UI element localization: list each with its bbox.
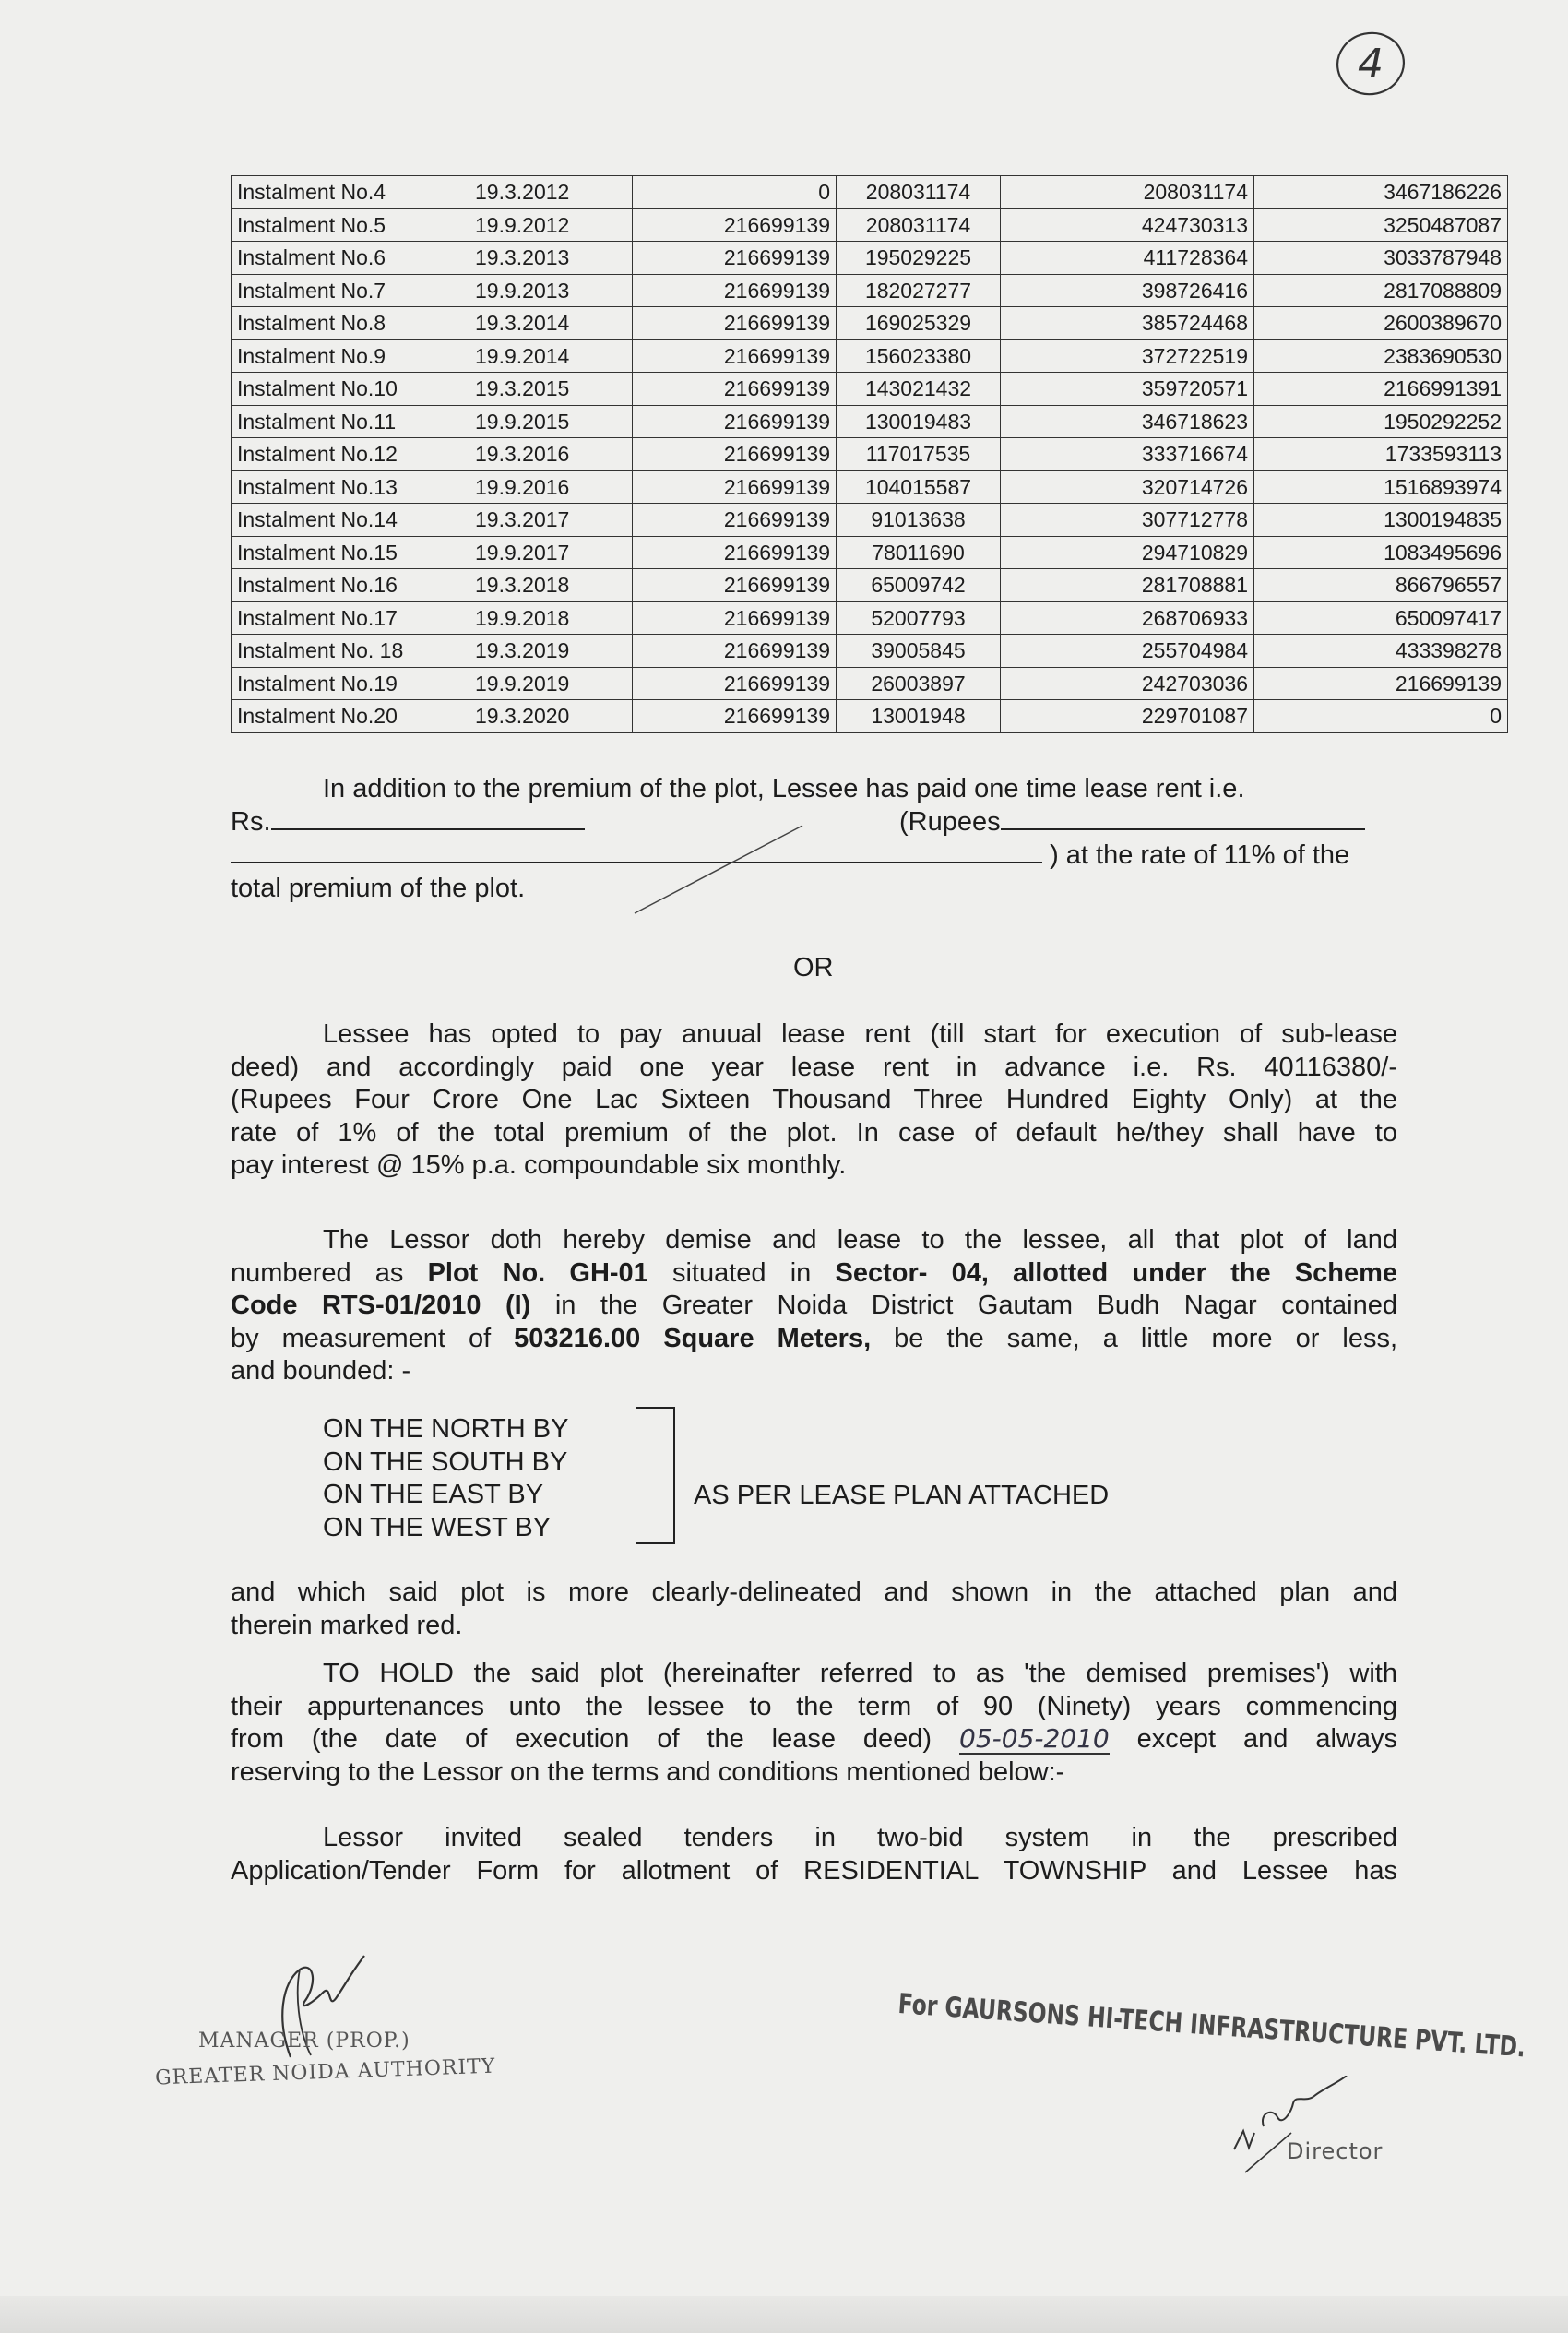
table-cell: 216699139 <box>633 274 837 307</box>
page-number <box>1333 26 1408 101</box>
annual-rent-paragraph <box>231 1018 1397 1183</box>
table-cell: 19.3.2014 <box>469 307 633 340</box>
table-cell: 1083495696 <box>1254 536 1508 569</box>
boundaries-list <box>323 1413 568 1544</box>
table-cell: 2817088809 <box>1254 274 1508 307</box>
north-bound: ON THE NORTH BY <box>323 1414 569 1444</box>
table-cell: Instalment No.19 <box>232 667 469 700</box>
table-cell: 26003897 <box>837 667 1001 700</box>
table-cell: 19.3.2017 <box>469 504 633 537</box>
plan-paragraph: and which said plot is more clearly-delineated and shown in the attached plan and therein marked red. <box>231 1577 1397 1640</box>
table-row <box>232 504 1508 537</box>
table-cell: 3467186226 <box>1254 176 1508 209</box>
table-cell: 208031174 <box>1001 176 1254 209</box>
table-cell: 19.9.2018 <box>469 601 633 635</box>
table-cell: 0 <box>1254 700 1508 733</box>
table-cell: 78011690 <box>837 536 1001 569</box>
or-separator: OR <box>793 953 834 982</box>
director-stamp: Director <box>1287 2138 1384 2164</box>
table-cell: Instalment No.12 <box>232 438 469 471</box>
table-cell: 216699139 <box>633 601 837 635</box>
table-row <box>232 405 1508 438</box>
table-cell: 216699139 <box>633 536 837 569</box>
table-row <box>232 339 1508 373</box>
table-cell: 216699139 <box>633 242 837 275</box>
table-cell: 3250487087 <box>1254 208 1508 242</box>
table-cell: 320714726 <box>1001 470 1254 504</box>
table-cell: 216699139 <box>633 635 837 668</box>
table-cell: 19.3.2018 <box>469 569 633 602</box>
table-cell: Instalment No.5 <box>232 208 469 242</box>
table-cell: 3033787948 <box>1254 242 1508 275</box>
handwritten-date: 05-05-2010 <box>959 1723 1110 1754</box>
table-cell: Instalment No.8 <box>232 307 469 340</box>
table-cell: 13001948 <box>837 700 1001 733</box>
table-cell: 1300194835 <box>1254 504 1508 537</box>
table-cell: Instalment No.6 <box>232 242 469 275</box>
table-cell: 216699139 <box>633 438 837 471</box>
table-cell: 19.9.2016 <box>469 470 633 504</box>
lease-rent-line3: total premium of the plot. <box>231 874 526 903</box>
table-cell: 268706933 <box>1001 601 1254 635</box>
rupees-label: (Rupees <box>899 806 1365 839</box>
table-cell: 19.3.2016 <box>469 438 633 471</box>
svg-text:4: 4 <box>1358 41 1384 88</box>
bracket <box>636 1407 675 1544</box>
table-row <box>232 700 1508 733</box>
rupees-blank <box>1001 828 1365 830</box>
table-cell: 424730313 <box>1001 208 1254 242</box>
table-cell: 216699139 <box>633 700 837 733</box>
table-cell: 216699139 <box>633 373 837 406</box>
table-cell: 19.3.2013 <box>469 242 633 275</box>
table-cell: 91013638 <box>837 504 1001 537</box>
east-bound: ON THE EAST BY <box>323 1480 544 1509</box>
scan-edge <box>0 2296 1568 2333</box>
table-cell: 650097417 <box>1254 601 1508 635</box>
table-row <box>232 438 1508 471</box>
table-row <box>232 373 1508 406</box>
table-cell: Instalment No.11 <box>232 405 469 438</box>
lease-rent-rs-line <box>231 806 585 839</box>
annual-rent-line: (Rupees Four Crore One Lac Sixteen Thousand Three Hundred Eighty Only) at the <box>231 1085 1397 1114</box>
table-cell: 385724468 <box>1001 307 1254 340</box>
lease-rent-line1: In addition to the premium of the plot, Lessee has paid one time lease rent i.e. <box>323 774 1245 803</box>
table-cell: 130019483 <box>837 405 1001 438</box>
table-cell: 372722519 <box>1001 339 1254 373</box>
table-cell: 307712778 <box>1001 504 1254 537</box>
annual-rent-line: rate of 1% of the total premium of the plot. In case of default he/they shall have to <box>231 1117 1397 1148</box>
table-cell: 1733593113 <box>1254 438 1508 471</box>
table-cell: 2383690530 <box>1254 339 1508 373</box>
manager-stamp: MANAGER (PROP.) <box>198 2029 410 2053</box>
table-cell: 398726416 <box>1001 274 1254 307</box>
table-row <box>232 208 1508 242</box>
table-cell: 19.9.2017 <box>469 536 633 569</box>
table-row <box>232 635 1508 668</box>
demise-paragraph: The Lessor doth hereby demise and lease to the lessee, all that plot of land numbered as Plot No. GH-01 situated in Sector- 04, allotted under the Scheme Code RTS-01/2010 (I) in the Greater Noida District Gautam Budh Nagar contained by measurement of 503216.00 Square Meters, be the same, a little more or less, and bounded: - <box>231 1225 1398 1386</box>
table-row <box>232 176 1508 209</box>
table-row <box>232 536 1508 569</box>
rs-label: Rs. <box>231 807 271 837</box>
table-cell: 216699139 <box>633 470 837 504</box>
hold-paragraph: TO HOLD the said plot (hereinafter referred to as 'the demised premises') with their appurtenances unto the lessee to the term of 90 (Ninety) years commencing from (the date of execution of the lease deed) 05-05-2010 except and always reserving to the Lessor on the terms and conditions mentioned below:- <box>231 1659 1397 1787</box>
lease-plan-note: AS PER LEASE PLAN ATTACHED <box>694 1481 1110 1510</box>
table-cell: 39005845 <box>837 635 1001 668</box>
table-cell: 216699139 <box>633 405 837 438</box>
instalment-schedule-table <box>231 175 1508 733</box>
table-cell: 216699139 <box>633 504 837 537</box>
table-row <box>232 667 1508 700</box>
table-cell: 19.9.2014 <box>469 339 633 373</box>
table-cell: Instalment No.4 <box>232 176 469 209</box>
table-cell: 216699139 <box>633 208 837 242</box>
table-cell: 216699139 <box>1254 667 1508 700</box>
table-cell: 19.9.2015 <box>469 405 633 438</box>
rs-blank <box>271 828 585 830</box>
table-cell: Instalment No.10 <box>232 373 469 406</box>
table-cell: 281708881 <box>1001 569 1254 602</box>
table-row <box>232 601 1508 635</box>
annual-rent-line: pay interest @ 15% p.a. compoundable six monthly. <box>231 1150 847 1180</box>
strike-line <box>627 821 812 918</box>
table-cell: 117017535 <box>837 438 1001 471</box>
table-cell: Instalment No.7 <box>232 274 469 307</box>
table-cell: 255704984 <box>1001 635 1254 668</box>
table-cell: Instalment No.15 <box>232 536 469 569</box>
south-bound: ON THE SOUTH BY <box>323 1446 568 1477</box>
table-cell: 294710829 <box>1001 536 1254 569</box>
table-cell: 156023380 <box>837 339 1001 373</box>
table-cell: 216699139 <box>633 569 837 602</box>
table-cell: 19.3.2015 <box>469 373 633 406</box>
table-row <box>232 274 1508 307</box>
table-cell: 19.3.2020 <box>469 700 633 733</box>
table-cell: 2166991391 <box>1254 373 1508 406</box>
table-cell: 208031174 <box>837 208 1001 242</box>
table-cell: 104015587 <box>837 470 1001 504</box>
table-cell: 65009742 <box>837 569 1001 602</box>
table-row <box>232 307 1508 340</box>
west-bound: ON THE WEST BY <box>323 1512 552 1542</box>
table-cell: 19.3.2019 <box>469 635 633 668</box>
table-cell: Instalment No.20 <box>232 700 469 733</box>
annual-rent-line: deed) and accordingly paid one year lease rent in advance i.e. Rs. 40116380/- <box>231 1052 1397 1082</box>
table-cell: 52007793 <box>837 601 1001 635</box>
table-cell: 19.9.2013 <box>469 274 633 307</box>
table-row <box>232 242 1508 275</box>
table-cell: 216699139 <box>633 667 837 700</box>
table-cell: Instalment No.14 <box>232 504 469 537</box>
table-cell: Instalment No. 18 <box>232 635 469 668</box>
table-cell: 19.9.2012 <box>469 208 633 242</box>
table-cell: 19.9.2019 <box>469 667 633 700</box>
table-cell: 0 <box>633 176 837 209</box>
table-cell: 2600389670 <box>1254 307 1508 340</box>
authority-stamp: GREATER NOIDA AUTHORITY <box>154 2054 496 2090</box>
lease-rent-rate-line: ) at the rate of 11% of the <box>231 839 1349 873</box>
table-cell: 195029225 <box>837 242 1001 275</box>
table-row <box>232 569 1508 602</box>
table-cell: 242703036 <box>1001 667 1254 700</box>
table-cell: 1516893974 <box>1254 470 1508 504</box>
table-cell: 216699139 <box>633 339 837 373</box>
table-cell: 229701087 <box>1001 700 1254 733</box>
table-cell: 433398278 <box>1254 635 1508 668</box>
tender-paragraph: Lessor invited sealed tenders in two-bid system in the prescribed Application/Tender Form for allotment of RESIDENTIAL TOWNSHIP and Lessee has <box>231 1823 1397 1886</box>
annual-rent-line: Lessee has opted to pay anuual lease rent (till start for execution of sub-lease <box>323 1019 1397 1049</box>
table-cell: 216699139 <box>633 307 837 340</box>
table-cell: 1950292252 <box>1254 405 1508 438</box>
table-cell: Instalment No.17 <box>232 601 469 635</box>
table-cell: 182027277 <box>837 274 1001 307</box>
table-cell: Instalment No.13 <box>232 470 469 504</box>
table-cell: 208031174 <box>837 176 1001 209</box>
table-cell: Instalment No.16 <box>232 569 469 602</box>
table-cell: 169025329 <box>837 307 1001 340</box>
table-cell: 346718623 <box>1001 405 1254 438</box>
table-row <box>232 470 1508 504</box>
table-cell: 143021432 <box>837 373 1001 406</box>
table-cell: 411728364 <box>1001 242 1254 275</box>
table-cell: Instalment No.9 <box>232 339 469 373</box>
table-cell: 19.3.2012 <box>469 176 633 209</box>
company-stamp: For GAURSONS HI-TECH INFRASTRUCTURE PVT. LTD. <box>897 1988 1527 2065</box>
table-cell: 359720571 <box>1001 373 1254 406</box>
table-cell: 866796557 <box>1254 569 1508 602</box>
table-cell: 333716674 <box>1001 438 1254 471</box>
